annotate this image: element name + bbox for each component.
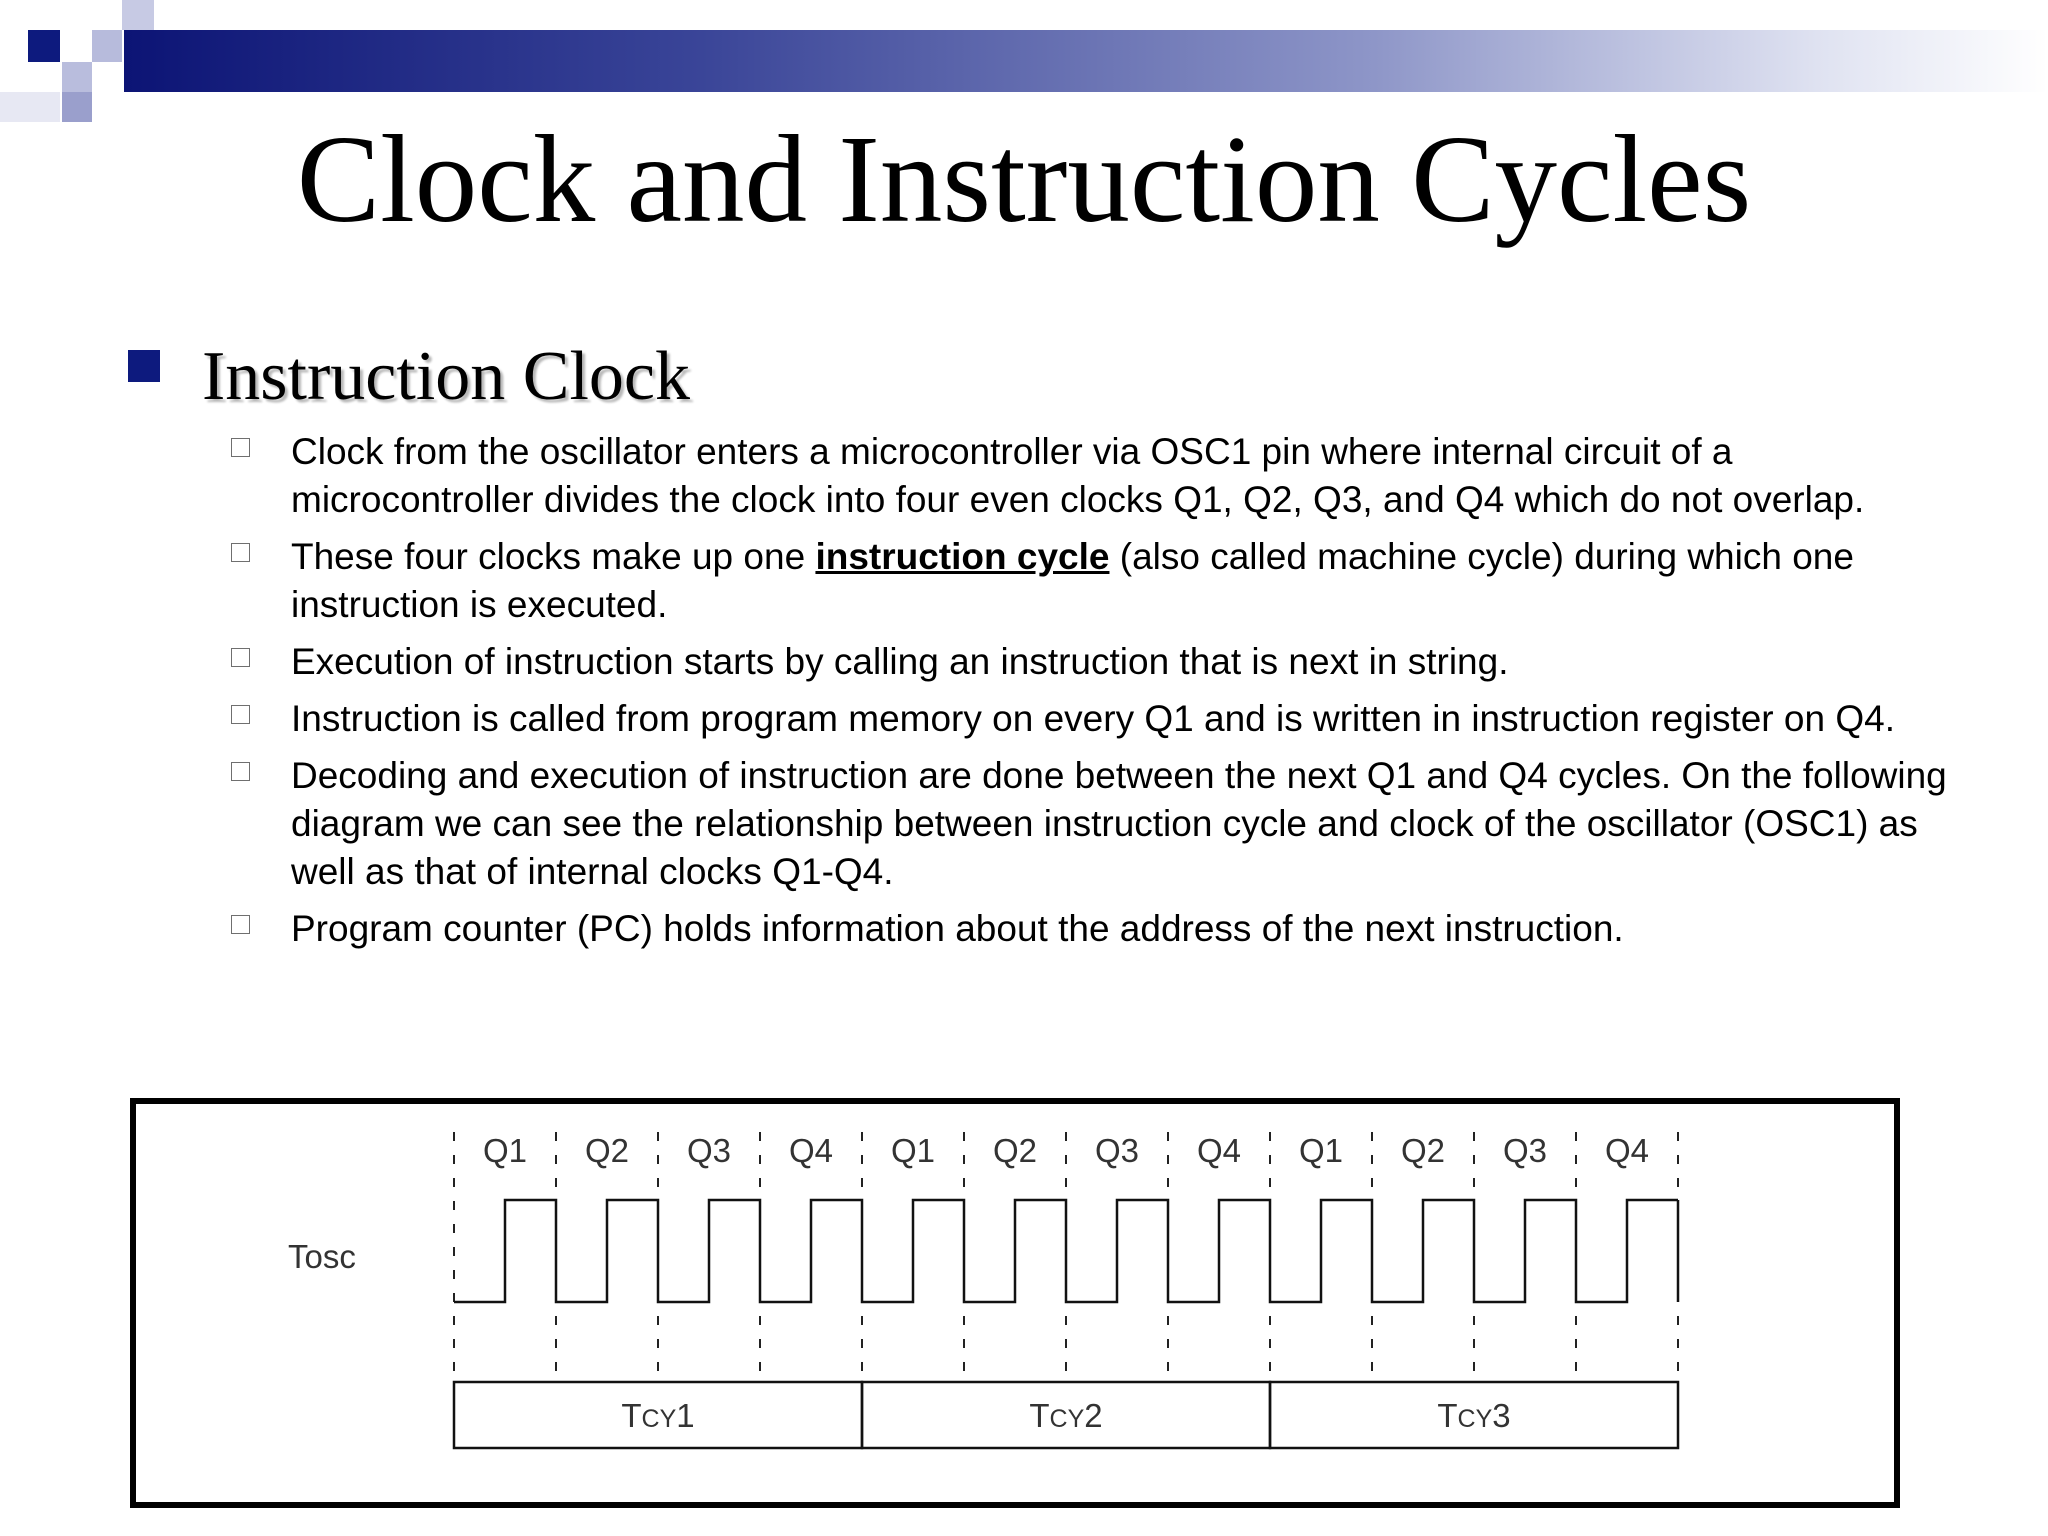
bullet-square-icon bbox=[231, 762, 250, 781]
phase-label: Q4 bbox=[1196, 1132, 1242, 1169]
list-item: These four clocks make up one instruction cycle (also called machine cycle) during which one instruction is executed. bbox=[228, 533, 1958, 629]
bullet-square-icon bbox=[231, 648, 250, 667]
list-item: Instruction is called from program memory on every Q1 and is written in instruction register on Q4. bbox=[228, 695, 1958, 743]
phase-label: Q2 bbox=[584, 1132, 630, 1169]
tcy-label bbox=[621, 1397, 694, 1434]
bullet-square-icon bbox=[231, 915, 250, 934]
tcy-label-prefix: T bbox=[1437, 1397, 1458, 1434]
timing-diagram bbox=[130, 1098, 1900, 1508]
timing-diagram-svg bbox=[136, 1104, 1894, 1502]
tosc-label: Tosc bbox=[288, 1238, 356, 1275]
tcy-label-num: 3 bbox=[1492, 1397, 1511, 1434]
phase-label: Q1 bbox=[482, 1132, 528, 1169]
phase-label: Q3 bbox=[1502, 1132, 1548, 1169]
tcy-label-prefix: T bbox=[621, 1397, 642, 1434]
phase-label: Q2 bbox=[992, 1132, 1038, 1169]
section-heading: Instruction Clock bbox=[202, 338, 690, 415]
phase-label: Q3 bbox=[686, 1132, 732, 1169]
header-square-deco bbox=[28, 30, 60, 62]
tosc-waveform bbox=[454, 1200, 1678, 1302]
tcy-label-num: 2 bbox=[1084, 1397, 1103, 1434]
list-item: Clock from the oscillator enters a microcontroller via OSC1 pin where internal circuit of a microcontroller divides the clock into four even clocks Q1, Q2, Q3, and Q4 which do not overlap. bbox=[228, 428, 1958, 524]
tcy-label bbox=[1029, 1397, 1102, 1434]
phase-label: Q4 bbox=[788, 1132, 834, 1169]
phase-label: Q1 bbox=[890, 1132, 936, 1169]
tcy-label-prefix: T bbox=[1029, 1397, 1050, 1434]
list-item: Execution of instruction starts by calling an instruction that is next in string. bbox=[228, 638, 1958, 686]
phase-label: Q3 bbox=[1094, 1132, 1140, 1169]
tcy-label-sub: CY bbox=[641, 1405, 677, 1433]
phase-label: Q2 bbox=[1400, 1132, 1446, 1169]
header-gradient-bar bbox=[124, 30, 2048, 92]
phase-label: Q1 bbox=[1298, 1132, 1344, 1169]
slide-title: Clock and Instruction Cycles bbox=[296, 111, 1752, 249]
bullet-square-icon bbox=[231, 543, 250, 562]
header-square-deco bbox=[122, 0, 154, 30]
tcy-label bbox=[1437, 1397, 1510, 1434]
tcy-label-num: 1 bbox=[676, 1397, 695, 1434]
header-square-deco bbox=[92, 30, 122, 62]
bullet-square-icon bbox=[231, 438, 250, 457]
bullet-list bbox=[228, 428, 1958, 962]
bullet-square-icon bbox=[231, 705, 250, 724]
level1-bullet bbox=[128, 350, 160, 382]
header-square-deco bbox=[62, 62, 92, 92]
list-item: Program counter (PC) holds information about the address of the next instruction. bbox=[228, 905, 1958, 953]
phase-label: Q4 bbox=[1604, 1132, 1650, 1169]
tcy-label-sub: CY bbox=[1049, 1405, 1085, 1433]
tcy-label-sub: CY bbox=[1457, 1405, 1493, 1433]
instruction-cycle-term: instruction cycle bbox=[815, 536, 1110, 577]
list-item: Decoding and execution of instruction are done between the next Q1 and Q4 cycles. On the following diagram we can see the relationship between instruction cycle and clock of the oscillator (OSC1) as well as that of internal clocks Q1-Q4. bbox=[228, 752, 1958, 896]
